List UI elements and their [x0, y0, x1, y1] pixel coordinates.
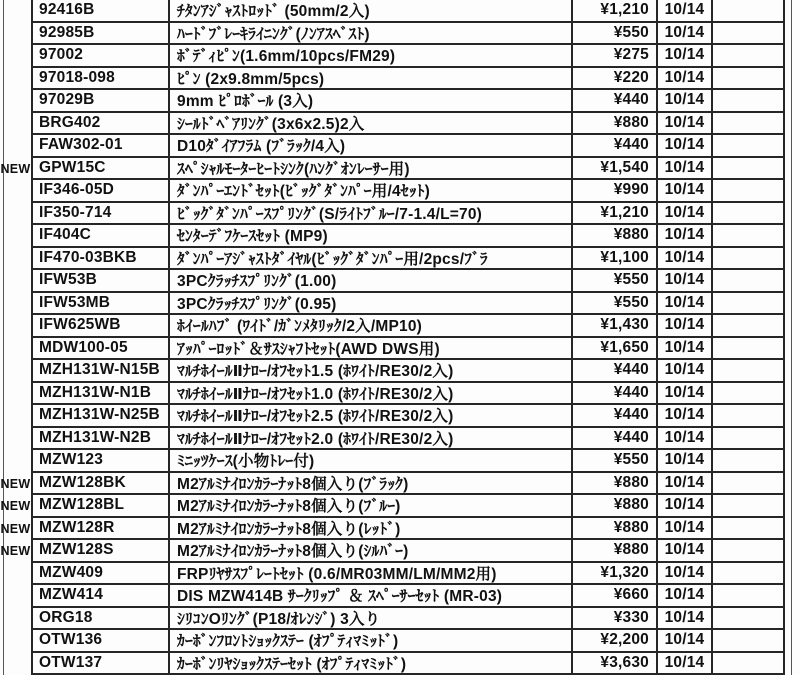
- part-number-cell: MZW414: [33, 585, 170, 608]
- price-cell: ¥440: [573, 360, 658, 383]
- part-number-cell: MZW128BK: [33, 473, 170, 496]
- table-row: [0, 315, 785, 338]
- part-number-cell: 97018-098: [33, 68, 170, 91]
- description-cell: 3PCｸﾗｯﾁｽﾌﾟﾘﾝｸﾞ(0.95): [170, 293, 573, 316]
- empty-cell: [713, 180, 785, 203]
- description-cell: ﾋﾟﾝ (2x9.8mm/5pcs): [170, 68, 573, 91]
- date-cell: 10/14: [658, 113, 713, 136]
- part-number-cell: IFW53MB: [33, 293, 170, 316]
- description-cell: M2ｱﾙﾐﾅｲﾛﾝｶﾗｰﾅｯﾄ8個入り(ﾚｯﾄﾞ): [170, 518, 573, 541]
- part-number-cell: OTW137: [33, 653, 170, 675]
- date-cell: 10/14: [658, 203, 713, 226]
- description-cell: ｱｯﾊﾟｰﾛｯﾄﾞ＆ｻｽｼｬﾌﾄｾｯﾄ(AWD DWS用): [170, 338, 573, 361]
- new-badge: NEW: [0, 158, 33, 181]
- price-cell: ¥990: [573, 180, 658, 203]
- new-badge: [0, 90, 33, 113]
- date-cell: 10/14: [658, 450, 713, 473]
- price-cell: ¥550: [573, 293, 658, 316]
- part-number-cell: MZH131W-N2B: [33, 428, 170, 451]
- new-badge: NEW: [0, 518, 33, 541]
- part-number-cell: MZH131W-N25B: [33, 405, 170, 428]
- table-row: [0, 45, 785, 68]
- empty-cell: [713, 540, 785, 563]
- empty-cell: [713, 45, 785, 68]
- new-badge: [0, 293, 33, 316]
- part-number-cell: GPW15C: [33, 158, 170, 181]
- table-row: [0, 293, 785, 316]
- description-cell: ｼｰﾙﾄﾞﾍﾞｱﾘﾝｸﾞ(3x6x2.5)2入: [170, 113, 573, 136]
- new-badge: [0, 630, 33, 653]
- date-cell: 10/14: [658, 585, 713, 608]
- new-badge: [0, 405, 33, 428]
- table-row: [0, 495, 785, 518]
- description-cell: M2ｱﾙﾐﾅｲﾛﾝｶﾗｰﾅｯﾄ8個入り(ﾌﾞﾗｯｸ): [170, 473, 573, 496]
- date-cell: 10/14: [658, 540, 713, 563]
- price-cell: ¥880: [573, 225, 658, 248]
- description-cell: ﾊｰﾄﾞﾌﾞﾚｰｷﾗｲﾆﾝｸﾞ(ﾉﾝｱｽﾍﾞｽﾄ): [170, 23, 573, 46]
- table-row: [0, 473, 785, 496]
- description-cell: DIS MZW414B ｻｰｸﾘｯﾌﾟ ＆ ｽﾍﾟｰｻｰｾｯﾄ (MR-03): [170, 585, 573, 608]
- part-number-cell: ORG18: [33, 608, 170, 631]
- empty-cell: [713, 68, 785, 91]
- new-badge: [0, 225, 33, 248]
- empty-cell: [713, 653, 785, 675]
- price-cell: ¥550: [573, 450, 658, 473]
- part-number-cell: OTW136: [33, 630, 170, 653]
- empty-cell: [713, 563, 785, 586]
- description-cell: ﾋﾞｯｸﾞﾀﾞﾝﾊﾟｰｽﾌﾟﾘﾝｸﾞ(S/ﾗｲﾄﾌﾞﾙｰ/7-1.4/L=70): [170, 203, 573, 226]
- part-number-cell: MZH131W-N1B: [33, 383, 170, 406]
- price-cell: ¥550: [573, 270, 658, 293]
- date-cell: 10/14: [658, 653, 713, 675]
- date-cell: 10/14: [658, 608, 713, 631]
- new-badge: [0, 68, 33, 91]
- description-cell: D10ﾀﾞｲｱﾌﾗﾑ (ﾌﾞﾗｯｸ/4入): [170, 135, 573, 158]
- description-cell: FRPﾘﾔｻｽﾌﾟﾚｰﾄｾｯﾄ (0.6/MR03MM/LM/MM2用): [170, 563, 573, 586]
- right-page-border: [791, 0, 792, 675]
- date-cell: 10/14: [658, 315, 713, 338]
- date-cell: 10/14: [658, 135, 713, 158]
- table-row: [0, 68, 785, 91]
- part-number-cell: MZW128BL: [33, 495, 170, 518]
- date-cell: 10/14: [658, 180, 713, 203]
- table-row: [0, 23, 785, 46]
- part-number-cell: 97002: [33, 45, 170, 68]
- table-row: [0, 225, 785, 248]
- empty-cell: [713, 293, 785, 316]
- date-cell: 10/14: [658, 90, 713, 113]
- date-cell: 10/14: [658, 158, 713, 181]
- price-cell: ¥1,210: [573, 203, 658, 226]
- part-number-cell: MZW128S: [33, 540, 170, 563]
- part-number-cell: 92416B: [33, 0, 170, 23]
- description-cell: ﾀﾞﾝﾊﾟｰｴﾝﾄﾞｾｯﾄ(ﾋﾞｯｸﾞﾀﾞﾝﾊﾟｰ用/4ｾｯﾄ): [170, 180, 573, 203]
- description-cell: ｽﾍﾟｼｬﾙﾓｰﾀｰﾋｰﾄｼﾝｸ(ﾊﾝｸﾞｵﾝﾚｰｻｰ用): [170, 158, 573, 181]
- new-badge: [0, 338, 33, 361]
- new-badge: [0, 450, 33, 473]
- empty-cell: [713, 113, 785, 136]
- part-number-cell: MZW123: [33, 450, 170, 473]
- new-badge: [0, 360, 33, 383]
- price-cell: ¥330: [573, 608, 658, 631]
- table-row: [0, 158, 785, 181]
- new-badge: [0, 248, 33, 271]
- table-row: [0, 540, 785, 563]
- table-row: [0, 405, 785, 428]
- date-cell: 10/14: [658, 518, 713, 541]
- part-number-cell: MDW100-05: [33, 338, 170, 361]
- table-row: [0, 270, 785, 293]
- table-row: [0, 428, 785, 451]
- new-badge: [0, 428, 33, 451]
- new-badge: [0, 383, 33, 406]
- table-row: [0, 90, 785, 113]
- empty-cell: [713, 0, 785, 23]
- table-row: [0, 383, 785, 406]
- description-cell: ｶｰﾎﾞﾝﾘﾔｼｮｯｸｽﾃｰｾｯﾄ (ｵﾌﾟﾃｨﾏﾐｯﾄﾞ): [170, 653, 573, 675]
- table-row: [0, 180, 785, 203]
- date-cell: 10/14: [658, 45, 713, 68]
- description-cell: M2ｱﾙﾐﾅｲﾛﾝｶﾗｰﾅｯﾄ8個入り(ｼﾙﾊﾞｰ): [170, 540, 573, 563]
- date-cell: 10/14: [658, 68, 713, 91]
- part-number-cell: IFW53B: [33, 270, 170, 293]
- description-cell: 9mm ﾋﾟﾛﾎﾞｰﾙ (3入): [170, 90, 573, 113]
- empty-cell: [713, 383, 785, 406]
- date-cell: 10/14: [658, 23, 713, 46]
- table-row: [0, 113, 785, 136]
- table-row: [0, 135, 785, 158]
- empty-cell: [713, 315, 785, 338]
- empty-cell: [713, 518, 785, 541]
- empty-cell: [713, 495, 785, 518]
- empty-cell: [713, 158, 785, 181]
- price-cell: ¥3,630: [573, 653, 658, 675]
- price-cell: ¥275: [573, 45, 658, 68]
- price-cell: ¥440: [573, 428, 658, 451]
- price-cell: ¥1,430: [573, 315, 658, 338]
- new-badge: [0, 180, 33, 203]
- empty-cell: [713, 135, 785, 158]
- part-number-cell: IF346-05D: [33, 180, 170, 203]
- price-cell: ¥1,100: [573, 248, 658, 271]
- price-cell: ¥1,320: [573, 563, 658, 586]
- description-cell: ﾏﾙﾁﾎｲｰﾙⅡﾅﾛｰ/ｵﾌｾｯﾄ1.5 (ﾎﾜｲﾄ/RE30/2入): [170, 360, 573, 383]
- new-badge: [0, 203, 33, 226]
- price-cell: ¥880: [573, 540, 658, 563]
- description-cell: ﾁﾀﾝｱｼﾞｬｽﾄﾛｯﾄﾞ (50mm/2入): [170, 0, 573, 23]
- part-number-cell: 92985B: [33, 23, 170, 46]
- price-cell: ¥1,210: [573, 0, 658, 23]
- date-cell: 10/14: [658, 270, 713, 293]
- date-cell: 10/14: [658, 563, 713, 586]
- date-cell: 10/14: [658, 360, 713, 383]
- part-number-cell: BRG402: [33, 113, 170, 136]
- price-cell: ¥880: [573, 113, 658, 136]
- price-cell: ¥2,200: [573, 630, 658, 653]
- description-cell: ｾﾝﾀｰﾃﾞﾌｹｰｽｾｯﾄ (MP9): [170, 225, 573, 248]
- date-cell: 10/14: [658, 293, 713, 316]
- new-badge: [0, 135, 33, 158]
- empty-cell: [713, 248, 785, 271]
- part-number-cell: IFW625WB: [33, 315, 170, 338]
- table-row: [0, 630, 785, 653]
- part-number-cell: MZW128R: [33, 518, 170, 541]
- new-badge: NEW: [0, 495, 33, 518]
- price-cell: ¥1,540: [573, 158, 658, 181]
- empty-cell: [713, 90, 785, 113]
- price-cell: ¥550: [573, 23, 658, 46]
- price-cell: ¥880: [573, 473, 658, 496]
- empty-cell: [713, 585, 785, 608]
- new-badge: [0, 45, 33, 68]
- description-cell: ﾎﾞﾃﾞｨﾋﾟﾝ(1.6mm/10pcs/FM29): [170, 45, 573, 68]
- table-row: [0, 360, 785, 383]
- empty-cell: [713, 225, 785, 248]
- part-number-cell: IF350-714: [33, 203, 170, 226]
- new-badge: NEW: [0, 473, 33, 496]
- empty-cell: [713, 360, 785, 383]
- table-row: [0, 338, 785, 361]
- price-cell: ¥1,650: [573, 338, 658, 361]
- description-cell: M2ｱﾙﾐﾅｲﾛﾝｶﾗｰﾅｯﾄ8個入り(ﾌﾞﾙｰ): [170, 495, 573, 518]
- description-cell: ﾎｲｰﾙﾊﾌﾞ (ﾜｲﾄﾞ/ｶﾞﾝﾒﾀﾘｯｸ/2入/MP10): [170, 315, 573, 338]
- date-cell: 10/14: [658, 495, 713, 518]
- new-badge: [0, 608, 33, 631]
- empty-cell: [713, 203, 785, 226]
- table-row: [0, 585, 785, 608]
- date-cell: 10/14: [658, 383, 713, 406]
- table-row: [0, 203, 785, 226]
- table-row: [0, 518, 785, 541]
- date-cell: 10/14: [658, 225, 713, 248]
- part-number-cell: FAW302-01: [33, 135, 170, 158]
- part-number-cell: 97029B: [33, 90, 170, 113]
- price-cell: ¥440: [573, 383, 658, 406]
- table-row: [0, 653, 785, 675]
- description-cell: ｶｰﾎﾞﾝﾌﾛﾝﾄｼｮｯｸｽﾃｰ (ｵﾌﾟﾃｨﾏﾐｯﾄﾞ): [170, 630, 573, 653]
- new-badge: [0, 0, 33, 23]
- description-cell: ﾏﾙﾁﾎｲｰﾙⅡﾅﾛｰ/ｵﾌｾｯﾄ2.5 (ﾎﾜｲﾄ/RE30/2入): [170, 405, 573, 428]
- table-row: [0, 248, 785, 271]
- empty-cell: [713, 270, 785, 293]
- date-cell: 10/14: [658, 0, 713, 23]
- price-cell: ¥880: [573, 518, 658, 541]
- date-cell: 10/14: [658, 473, 713, 496]
- part-number-cell: MZH131W-N15B: [33, 360, 170, 383]
- new-badge: [0, 585, 33, 608]
- empty-cell: [713, 23, 785, 46]
- empty-cell: [713, 473, 785, 496]
- date-cell: 10/14: [658, 248, 713, 271]
- new-badge: [0, 563, 33, 586]
- empty-cell: [713, 405, 785, 428]
- price-cell: ¥440: [573, 405, 658, 428]
- new-badge: [0, 270, 33, 293]
- description-cell: ﾐﾆｯﾂｹｰｽ(小物ﾄﾚｰ付): [170, 450, 573, 473]
- new-badge: [0, 113, 33, 136]
- empty-cell: [713, 450, 785, 473]
- description-cell: ﾏﾙﾁﾎｲｰﾙⅡﾅﾛｰ/ｵﾌｾｯﾄ2.0 (ﾎﾜｲﾄ/RE30/2入): [170, 428, 573, 451]
- description-cell: ﾏﾙﾁﾎｲｰﾙⅡﾅﾛｰ/ｵﾌｾｯﾄ1.0 (ﾎﾜｲﾄ/RE30/2入): [170, 383, 573, 406]
- empty-cell: [713, 428, 785, 451]
- date-cell: 10/14: [658, 630, 713, 653]
- price-cell: ¥880: [573, 495, 658, 518]
- empty-cell: [713, 630, 785, 653]
- table-row: [0, 450, 785, 473]
- description-cell: ﾀﾞﾝﾊﾟｰｱｼﾞｬｽﾄﾀﾞｲﾔﾙ(ﾋﾞｯｸﾞﾀﾞﾝﾊﾟｰ用/2pcs/ﾌﾞﾗ: [170, 248, 573, 271]
- part-number-cell: MZW409: [33, 563, 170, 586]
- table-row: [0, 563, 785, 586]
- table-row: [0, 0, 785, 23]
- part-number-cell: IF404C: [33, 225, 170, 248]
- empty-cell: [713, 608, 785, 631]
- price-cell: ¥660: [573, 585, 658, 608]
- table-row: [0, 608, 785, 631]
- date-cell: 10/14: [658, 405, 713, 428]
- new-badge: NEW: [0, 540, 33, 563]
- date-cell: 10/14: [658, 428, 713, 451]
- new-badge: [0, 315, 33, 338]
- price-cell: ¥440: [573, 135, 658, 158]
- new-badge: [0, 653, 33, 675]
- description-cell: ｼﾘｺﾝOﾘﾝｸﾞ(P18/ｵﾚﾝｼﾞ) 3入り: [170, 608, 573, 631]
- new-badge: [0, 23, 33, 46]
- date-cell: 10/14: [658, 338, 713, 361]
- description-cell: 3PCｸﾗｯﾁｽﾌﾟﾘﾝｸﾞ(1.00): [170, 270, 573, 293]
- price-cell: ¥220: [573, 68, 658, 91]
- empty-cell: [713, 338, 785, 361]
- part-number-cell: IF470-03BKB: [33, 248, 170, 271]
- price-cell: ¥440: [573, 90, 658, 113]
